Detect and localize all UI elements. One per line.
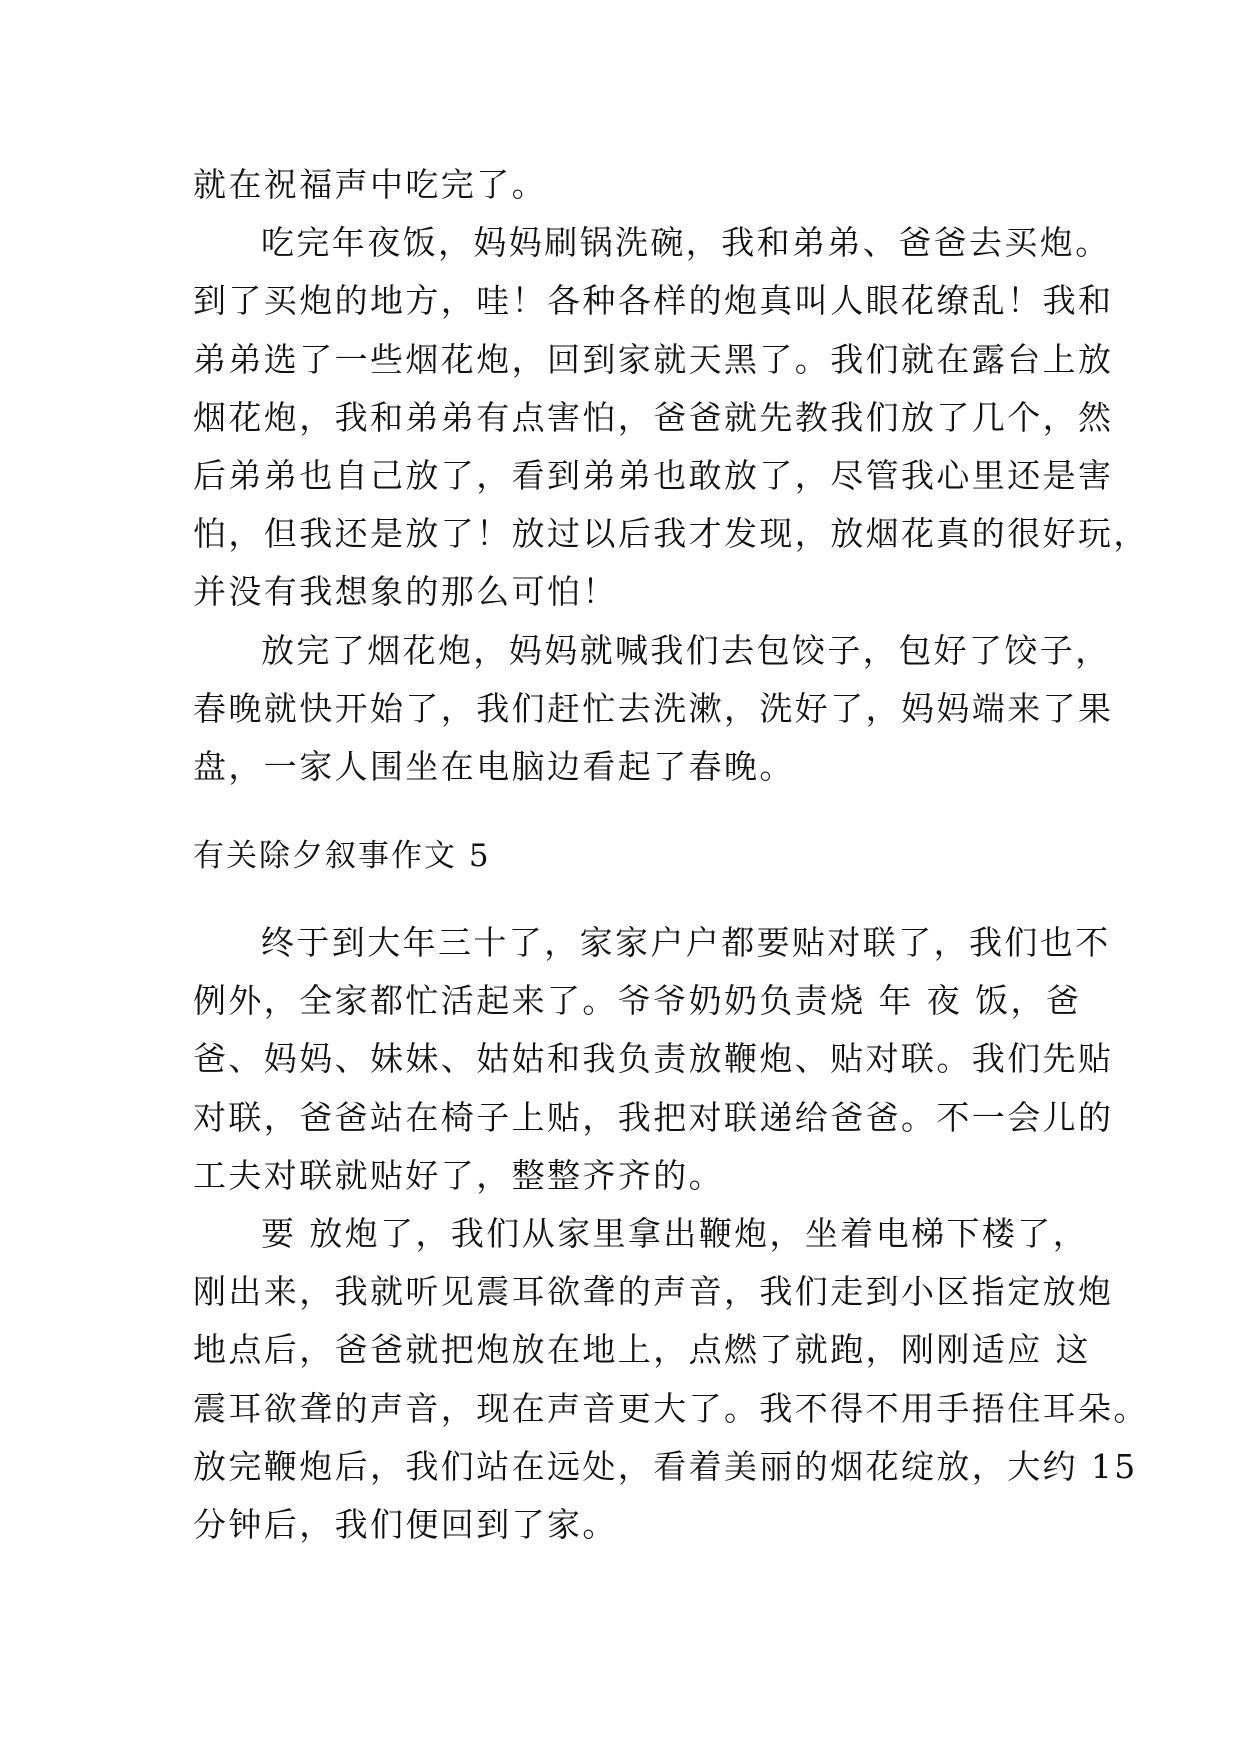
text-line: 春晚就快开始了，我们赶忙去洗漱，洗好了，妈妈端来了果 [193,688,1114,728]
paragraph-first-line: 终于到大年三十了，家家户户都要贴对联了，我们也不 [261,923,1111,962]
essay-5-body [193,914,1149,1554]
essay-5-title: 有关除夕叙事作文 5 [193,838,491,874]
text-line: 烟花炮，我和弟弟有点害怕，爸爸就先教我们放了几个，然 [193,397,1114,437]
text-line: 后弟弟也自己放了，看到弟弟也敢放了，尽管我心里还是害 [193,455,1114,495]
text-line: 地点后，爸爸就把炮放在地上，点燃了就跑，刚刚适应 这 [193,1330,1091,1370]
text-line: 就在祝福声中吃完了。 [193,165,547,204]
text-line: 到了买炮的地方，哇！各种各样的炮真叫人眼花缭乱！我和 [193,281,1114,321]
paragraph-first-line: 放完了烟花炮，妈妈就喊我们去包饺子，包好了饺子， [261,630,1111,670]
paragraph-first-line: 要 放炮了，我们从家里拿出鞭炮，坐着电梯下楼了， [261,1213,1089,1253]
text-line: 例外，全家都忙活起来了。爷爷奶奶负责烧 年 夜 饭，爸 [193,981,1082,1021]
text-line: 怕，但我还是放了！放过以后我才发现，放烟花真的很好玩， [193,514,1149,554]
paragraph-first-line: 吃完年夜饭，妈妈刷锅洗碗，我和弟弟、爸爸去买炮。 [261,223,1111,263]
text-line: 对联，爸爸站在椅子上贴，我把对联递给爸爸。不一会儿的 [193,1097,1114,1137]
text-line: 爸、妈妈、妹妹、姑姑和我负责放鞭炮、贴对联。我们先贴 [193,1039,1114,1079]
text-line: 盘，一家人围坐在电脑边看起了春晚。 [193,746,795,786]
text-line: 工夫对联就贴好了，整整齐齐的。 [193,1155,724,1195]
text-line: 震耳欲聋的声音，现在声音更大了。我不得不用手捂住耳朵。 [193,1388,1149,1428]
text-line: 刚出来，我就听见震耳欲聋的声音，我们走到小区指定放炮 [193,1272,1114,1312]
text-line: 放完鞭炮后，我们站在远处，看着美丽的烟花绽放，大约 15 [193,1446,1138,1486]
text-line: 分钟后，我们便回到了家。 [193,1504,618,1544]
text-line: 并没有我想象的那么可怕！ [193,572,618,612]
essay-4-continuation [193,156,1149,796]
text-line: 弟弟选了一些烟花炮，回到家就天黑了。我们就在露台上放 [193,339,1114,379]
